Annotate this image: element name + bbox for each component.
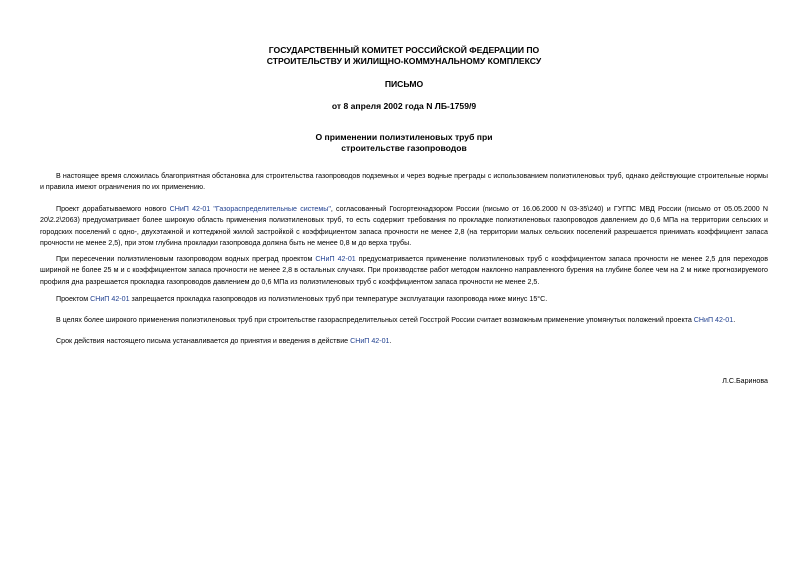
- paragraph-6-text-end: .: [389, 337, 392, 345]
- document-subject: [40, 132, 768, 154]
- paragraph-2-text-start: Проект дорабатываемого нового: [56, 205, 170, 213]
- issuer-line-2: СТРОИТЕЛЬСТВУ И ЖИЛИЩНО-КОММУНАЛЬНОМУ КОМПЛЕКСУ: [266, 56, 542, 66]
- paragraph-3-text-end: предусматривается применение полиэтиленовых труб с коэффициентом запаса прочности не менее 2,5 для переходов шириной не более 25 м и с коэффициентом запаса прочности не менее 2,8 в остальных случаях. При производстве работ методом наклонно направленного бурения на глубине более чем на 2 м ниже прогнозируемого профиля дна разрешается прокладка газопроводов давлением до 0,6 МПа из полиэтиленовых труб с коэффициентом запаса прочности не менее 2,5.: [40, 255, 768, 286]
- paragraph-5-text-start: В целях более широкого применения полиэтиленовых труб при строительстве газораспределительных сетей Госстрой России считает возможным применение упомянутых положений проекта: [56, 316, 694, 324]
- paragraph-1: В настоящее время сложилась благоприятная обстановка для строительства газопроводов подземных и через водные преграды с использованием полиэтиленовых труб, однако действующие строительные нормы и правила имеют ограничения по их применению.: [40, 172, 768, 192]
- paragraph-2: [40, 204, 768, 249]
- paragraph-4: [40, 294, 768, 305]
- signatory-name: Л.С.Баринова: [722, 377, 768, 385]
- issuer-heading: [40, 45, 768, 67]
- document-date-number: от 8 апреля 2002 года N ЛБ-1759/9: [331, 101, 477, 111]
- snip-42-01-link[interactable]: СНиП 42-01: [350, 337, 390, 345]
- paragraph-3: [40, 254, 768, 288]
- paragraph-4-text-start: Проектом: [56, 295, 91, 303]
- paragraph-5: [40, 315, 768, 326]
- subject-line-1: О применении полиэтиленовых труб при: [315, 132, 493, 142]
- snip-42-01-link[interactable]: СНиП 42-01 "Газораспределительные системы": [169, 205, 331, 213]
- paragraph-4-text-end: запрещается прокладка газопроводов из полиэтиленовых труб при температуре эксплуатации газопровода ниже минус 15°С.: [129, 295, 548, 303]
- snip-42-01-link[interactable]: СНиП 42-01: [90, 295, 130, 303]
- paragraph-2-text-end: , согласованный Госгортехнадзором России (письмо от 16.06.2000 N 03-35\240) и ГУГПС МВД России (письмо от 05.05.2000 N 20\2.2\2063) предусматривает более широкую область применения полиэтиленовых труб, то есть содержит требования по прокладке полиэтиленовых газопроводов давлением до 0,6 МПа на территории сельских и городских поселений с одно-, двухэтажной и коттеджной жилой застройкой с коэффициентом запаса прочности не менее 2,8 (на территории малых сельских поселений разрешается принимать коэффициент запаса прочности не менее 2,5), при этом глубина прокладки газопровода должна быть не менее 0,8 м до верха трубы.: [40, 205, 768, 247]
- snip-42-01-link[interactable]: СНиП 42-01: [315, 255, 356, 263]
- snip-42-01-link[interactable]: СНиП 42-01: [693, 316, 734, 324]
- paragraph-6-text-start: Срок действия настоящего письма устанавливается до принятия и введения в действие: [56, 337, 351, 345]
- document-type: ПИСЬМО: [384, 79, 424, 89]
- paragraph-3-text-start: При пересечении полиэтиленовым газопроводом водных преград проектом: [56, 255, 316, 263]
- issuer-line-1: ГОСУДАРСТВЕННЫЙ КОМИТЕТ РОССИЙСКОЙ ФЕДЕРАЦИИ ПО: [268, 45, 540, 55]
- subject-line-2: строительстве газопроводов: [341, 143, 467, 153]
- paragraph-6: [40, 336, 768, 347]
- paragraph-5-text-end: .: [733, 316, 736, 324]
